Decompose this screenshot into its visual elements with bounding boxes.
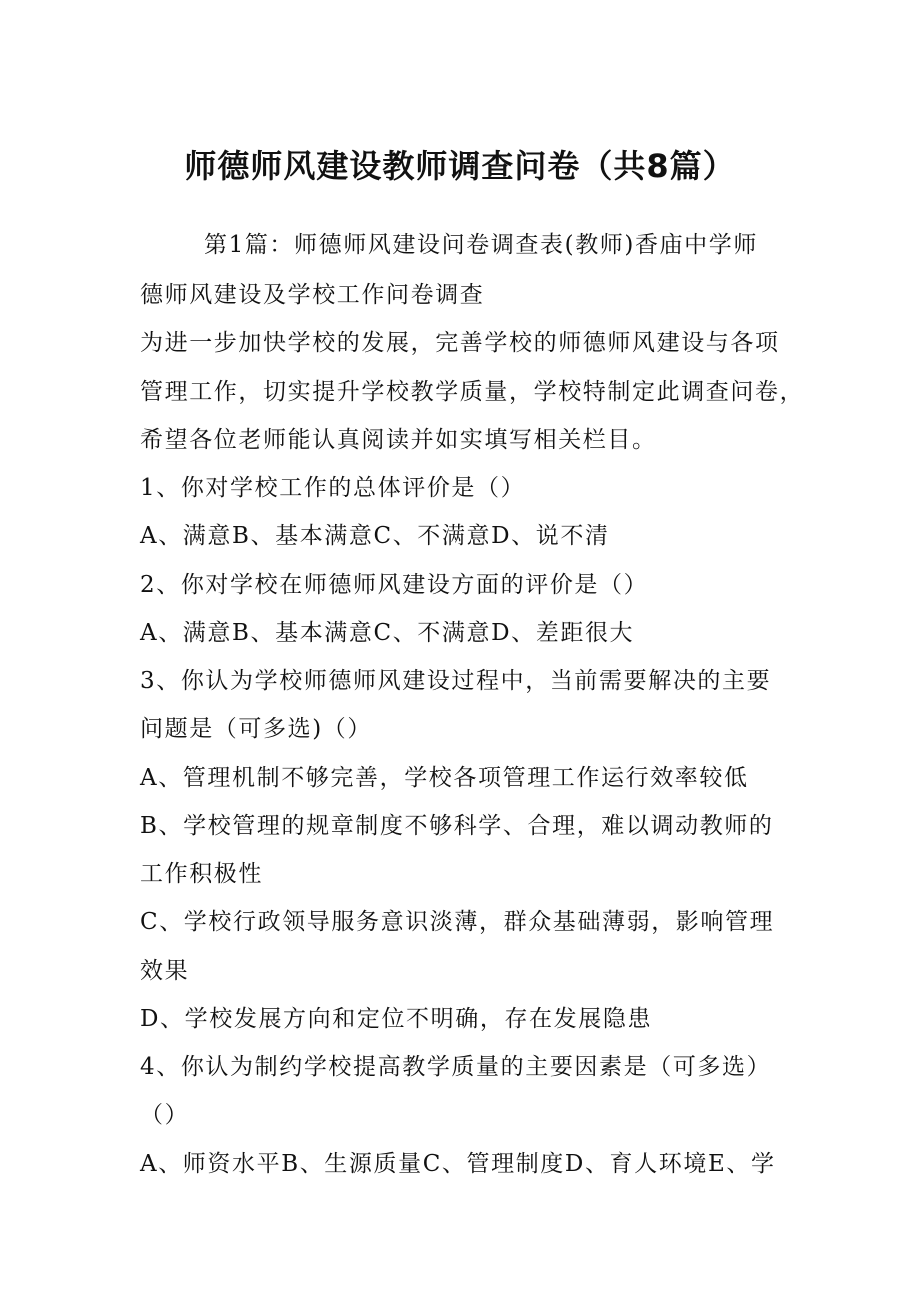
question-line: 4、你认为制约学校提高教学质量的主要因素是（可多选） [140,1054,772,1080]
answer-option-line: B、学校管理的规章制度不够科学、合理，难以调动教师的 [140,813,774,839]
answer-option-line: A、管理机制不够完善，学校各项管理工作运行效率较低 [140,765,749,791]
question-line: （） [140,1102,190,1128]
question-line: 2、你对学校在师德师风建设方面的评价是（） [140,572,649,598]
paragraph-line: 希望各位老师能认真阅读并如实填写相关栏目。 [140,427,657,453]
paragraph-line: 管理工作，切实提升学校教学质量，学校特制定此调查问卷， [140,379,805,405]
question-line: 1、你对学校工作的总体评价是（） [140,475,526,501]
question-line: 问题是（可多选)（） [140,716,372,742]
answer-options-line: A、满意B、基本满意C、不满意D、说不清 [140,523,610,549]
question-line: 3、你认为学校师德师风建设过程中，当前需要解决的主要 [140,668,772,694]
answer-option-line: 效果 [140,958,190,984]
answer-option-line: 工作积极性 [140,861,263,887]
answer-option-line: D、学校发展方向和定位不明确，存在发展隐患 [140,1006,653,1032]
answer-option-line: C、学校行政领导服务意识淡薄，群众基础薄弱，影响管理 [140,909,775,935]
answer-options-line: A、师资水平B、生源质量C、管理制度D、育人环境E、学 [140,1151,776,1177]
document-title: 师德师风建设教师调查问卷（共8篇） [184,147,736,185]
paragraph-line: 为进一步加快学校的发展，完善学校的师德师风建设与各项 [140,330,780,356]
paragraph-line: 德师风建设及学校工作问卷调查 [140,282,485,308]
answer-options-line: A、满意B、基本满意C、不满意D、差距很大 [140,620,635,646]
paragraph-line: 第1篇：师德师风建设问卷调查表(教师)香庙中学师 [204,232,758,258]
